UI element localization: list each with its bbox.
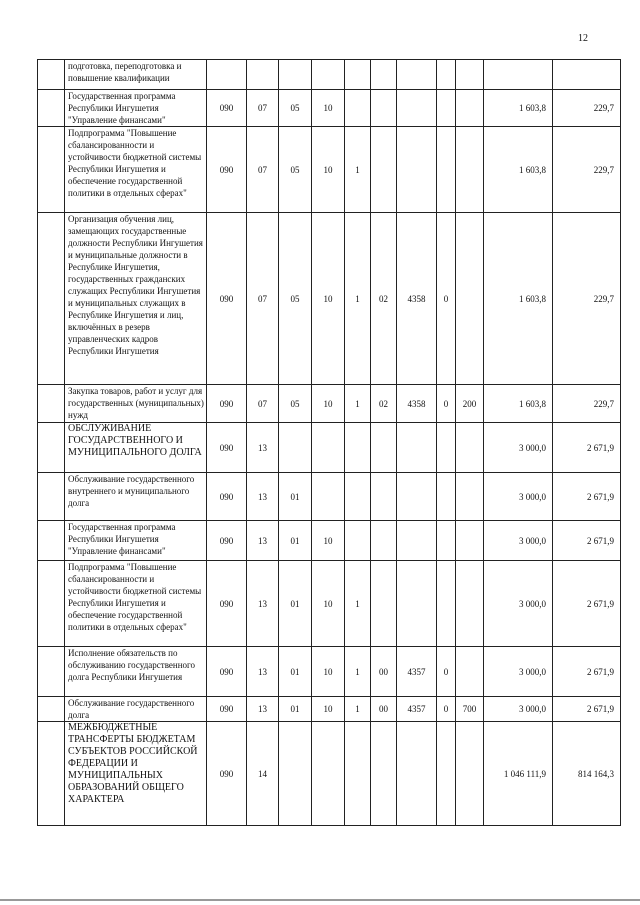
code-cell-c6 (371, 722, 397, 826)
row-marker-cell (38, 60, 65, 90)
amount-planned-cell: 1 603,8 (484, 90, 553, 127)
amount-executed-cell: 2 671,9 (553, 521, 621, 561)
code-cell-c5 (345, 90, 371, 127)
amount-executed-cell (553, 60, 621, 90)
code-cell-c2: 13 (247, 423, 279, 473)
amount-executed-cell: 229,7 (553, 385, 621, 423)
code-cell-c8: 0 (437, 647, 456, 697)
code-cell-c8: 0 (437, 385, 456, 423)
amount-executed-cell: 2 671,9 (553, 647, 621, 697)
row-name-cell: Обслуживание государственного внутреннего и муниципального долга (65, 473, 207, 521)
table-row (38, 213, 621, 385)
code-cell-c5: 1 (345, 697, 371, 722)
code-cell-c1: 090 (207, 90, 247, 127)
code-cell-c7 (397, 521, 437, 561)
scan-edge-line (0, 899, 640, 901)
row-marker-cell (38, 561, 65, 647)
code-cell-c3 (279, 423, 312, 473)
code-cell-c4: 10 (312, 561, 345, 647)
amount-executed-cell: 2 671,9 (553, 423, 621, 473)
code-cell-c2: 13 (247, 647, 279, 697)
code-cell-c2: 13 (247, 561, 279, 647)
code-cell-c7: 4357 (397, 697, 437, 722)
code-cell-c7 (397, 60, 437, 90)
code-cell-c7 (397, 473, 437, 521)
code-cell-c7 (397, 423, 437, 473)
amount-planned-cell: 1 603,8 (484, 385, 553, 423)
row-name-cell: МЕЖБЮДЖЕТНЫЕ ТРАНСФЕРТЫ БЮДЖЕТАМ СУБЪЕКТОВ РОССИЙСКОЙ ФЕДЕРАЦИИ И МУНИЦИПАЛЬНЫХ ОБРАЗОВАНИЙ ОБЩЕГО ХАРАКТЕРА (65, 722, 207, 826)
amount-planned-cell: 1 046 111,9 (484, 722, 553, 826)
table-row (38, 385, 621, 423)
code-cell-c8 (437, 521, 456, 561)
row-name-cell: Обслуживание государственного долга (65, 697, 207, 722)
code-cell-c8: 0 (437, 213, 456, 385)
code-cell-c8 (437, 127, 456, 213)
code-cell-c4 (312, 60, 345, 90)
code-cell-c7: 4357 (397, 647, 437, 697)
row-name-cell: Исполнение обязательств по обслуживанию государственного долга Республики Ингушетия (65, 647, 207, 697)
code-cell-c9 (456, 473, 484, 521)
code-cell-c1: 090 (207, 647, 247, 697)
code-cell-c3: 01 (279, 697, 312, 722)
code-cell-c1: 090 (207, 473, 247, 521)
code-cell-c1: 090 (207, 561, 247, 647)
row-name-cell: Государственная программа Республики Ингушетия "Управление финансами" (65, 90, 207, 127)
code-cell-c5: 1 (345, 647, 371, 697)
code-cell-c9 (456, 127, 484, 213)
code-cell-c8 (437, 423, 456, 473)
code-cell-c4: 10 (312, 90, 345, 127)
code-cell-c8 (437, 473, 456, 521)
code-cell-c5: 1 (345, 127, 371, 213)
code-cell-c6: 00 (371, 647, 397, 697)
code-cell-c9 (456, 521, 484, 561)
code-cell-c6: 02 (371, 385, 397, 423)
code-cell-c5 (345, 722, 371, 826)
amount-planned-cell: 3 000,0 (484, 561, 553, 647)
amount-planned-cell: 3 000,0 (484, 697, 553, 722)
code-cell-c5: 1 (345, 213, 371, 385)
code-cell-c6: 00 (371, 697, 397, 722)
code-cell-c1: 090 (207, 423, 247, 473)
table-row (38, 423, 621, 473)
code-cell-c8 (437, 60, 456, 90)
code-cell-c2: 07 (247, 385, 279, 423)
amount-planned-cell: 1 603,8 (484, 213, 553, 385)
code-cell-c5 (345, 473, 371, 521)
code-cell-c6 (371, 127, 397, 213)
code-cell-c2: 07 (247, 127, 279, 213)
row-name-cell: Подпрограмма "Повышение сбалансированности и устойчивости бюджетной системы Республики Ингушетия и обеспечение государственной политики в отдельных сферах" (65, 127, 207, 213)
row-marker-cell (38, 521, 65, 561)
budget-table (37, 59, 621, 826)
row-marker-cell (38, 473, 65, 521)
code-cell-c3 (279, 722, 312, 826)
code-cell-c3: 05 (279, 127, 312, 213)
amount-planned-cell: 3 000,0 (484, 473, 553, 521)
code-cell-c4 (312, 473, 345, 521)
code-cell-c7: 4358 (397, 385, 437, 423)
code-cell-c9 (456, 423, 484, 473)
code-cell-c1: 090 (207, 521, 247, 561)
code-cell-c6 (371, 561, 397, 647)
row-marker-cell (38, 127, 65, 213)
table-row (38, 127, 621, 213)
code-cell-c2: 13 (247, 697, 279, 722)
row-marker-cell (38, 722, 65, 826)
code-cell-c8: 0 (437, 697, 456, 722)
code-cell-c9: 200 (456, 385, 484, 423)
amount-executed-cell: 2 671,9 (553, 561, 621, 647)
code-cell-c3: 01 (279, 473, 312, 521)
table-row (38, 473, 621, 521)
code-cell-c5 (345, 521, 371, 561)
code-cell-c6 (371, 521, 397, 561)
row-marker-cell (38, 213, 65, 385)
amount-planned-cell: 3 000,0 (484, 423, 553, 473)
code-cell-c9 (456, 213, 484, 385)
row-name-cell: Подпрограмма "Повышение сбалансированности и устойчивости бюджетной системы Республики Ингушетия и обеспечение государственной политики в отдельных сферах" (65, 561, 207, 647)
code-cell-c4: 10 (312, 697, 345, 722)
code-cell-c4: 10 (312, 127, 345, 213)
code-cell-c4: 10 (312, 521, 345, 561)
code-cell-c5: 1 (345, 385, 371, 423)
code-cell-c4: 10 (312, 647, 345, 697)
amount-planned-cell (484, 60, 553, 90)
code-cell-c3: 01 (279, 647, 312, 697)
table-row (38, 60, 621, 90)
code-cell-c9: 700 (456, 697, 484, 722)
row-marker-cell (38, 423, 65, 473)
amount-planned-cell: 3 000,0 (484, 521, 553, 561)
code-cell-c7 (397, 561, 437, 647)
amount-executed-cell: 229,7 (553, 213, 621, 385)
amount-executed-cell: 2 671,9 (553, 697, 621, 722)
code-cell-c8 (437, 90, 456, 127)
code-cell-c2 (247, 60, 279, 90)
row-marker-cell (38, 647, 65, 697)
code-cell-c6 (371, 423, 397, 473)
code-cell-c6: 02 (371, 213, 397, 385)
code-cell-c7 (397, 90, 437, 127)
amount-planned-cell: 1 603,8 (484, 127, 553, 213)
code-cell-c6 (371, 473, 397, 521)
code-cell-c6 (371, 60, 397, 90)
code-cell-c4 (312, 423, 345, 473)
code-cell-c9 (456, 60, 484, 90)
code-cell-c7 (397, 722, 437, 826)
code-cell-c2: 14 (247, 722, 279, 826)
page-number: 12 (578, 33, 588, 44)
code-cell-c8 (437, 561, 456, 647)
row-name-cell: подготовка, переподготовка и повышение квалификации (65, 60, 207, 90)
row-marker-cell (38, 90, 65, 127)
code-cell-c1: 090 (207, 722, 247, 826)
row-name-cell: ОБСЛУЖИВАНИЕ ГОСУДАРСТВЕННОГО И МУНИЦИПАЛЬНОГО ДОЛГА (65, 423, 207, 473)
code-cell-c3: 05 (279, 90, 312, 127)
amount-executed-cell: 2 671,9 (553, 473, 621, 521)
table-row (38, 561, 621, 647)
code-cell-c1: 090 (207, 385, 247, 423)
table-row (38, 521, 621, 561)
code-cell-c8 (437, 722, 456, 826)
code-cell-c3: 01 (279, 521, 312, 561)
code-cell-c1: 090 (207, 213, 247, 385)
amount-executed-cell: 229,7 (553, 127, 621, 213)
row-name-cell: Организация обучения лиц, замещающих государственные должности Республики Ингушетия и муниципальные должности в Республике Ингушетия, государственных гражданских служащих Республики Ингушетия и муниципальных служащих в Республике Ингушетия и лиц, включённых в резерв управленческих кадров Республики Ингушетия (65, 213, 207, 385)
code-cell-c2: 07 (247, 90, 279, 127)
code-cell-c3: 01 (279, 561, 312, 647)
code-cell-c3: 05 (279, 213, 312, 385)
code-cell-c9 (456, 561, 484, 647)
code-cell-c2: 13 (247, 521, 279, 561)
code-cell-c3 (279, 60, 312, 90)
amount-executed-cell: 229,7 (553, 90, 621, 127)
row-marker-cell (38, 697, 65, 722)
code-cell-c4: 10 (312, 213, 345, 385)
code-cell-c6 (371, 90, 397, 127)
table-row (38, 647, 621, 697)
table-row (38, 697, 621, 722)
code-cell-c7 (397, 127, 437, 213)
code-cell-c4 (312, 722, 345, 826)
code-cell-c5 (345, 60, 371, 90)
code-cell-c2: 07 (247, 213, 279, 385)
code-cell-c1: 090 (207, 697, 247, 722)
code-cell-c9 (456, 722, 484, 826)
code-cell-c2: 13 (247, 473, 279, 521)
code-cell-c4: 10 (312, 385, 345, 423)
row-name-cell: Закупка товаров, работ и услуг для государственных (муниципальных) нужд (65, 385, 207, 423)
table-row (38, 90, 621, 127)
code-cell-c1 (207, 60, 247, 90)
table-row (38, 722, 621, 826)
amount-executed-cell: 814 164,3 (553, 722, 621, 826)
code-cell-c1: 090 (207, 127, 247, 213)
amount-planned-cell: 3 000,0 (484, 647, 553, 697)
row-marker-cell (38, 385, 65, 423)
code-cell-c9 (456, 90, 484, 127)
code-cell-c5 (345, 423, 371, 473)
code-cell-c3: 05 (279, 385, 312, 423)
code-cell-c9 (456, 647, 484, 697)
row-name-cell: Государственная программа Республики Ингушетия "Управление финансами" (65, 521, 207, 561)
code-cell-c5: 1 (345, 561, 371, 647)
code-cell-c7: 4358 (397, 213, 437, 385)
